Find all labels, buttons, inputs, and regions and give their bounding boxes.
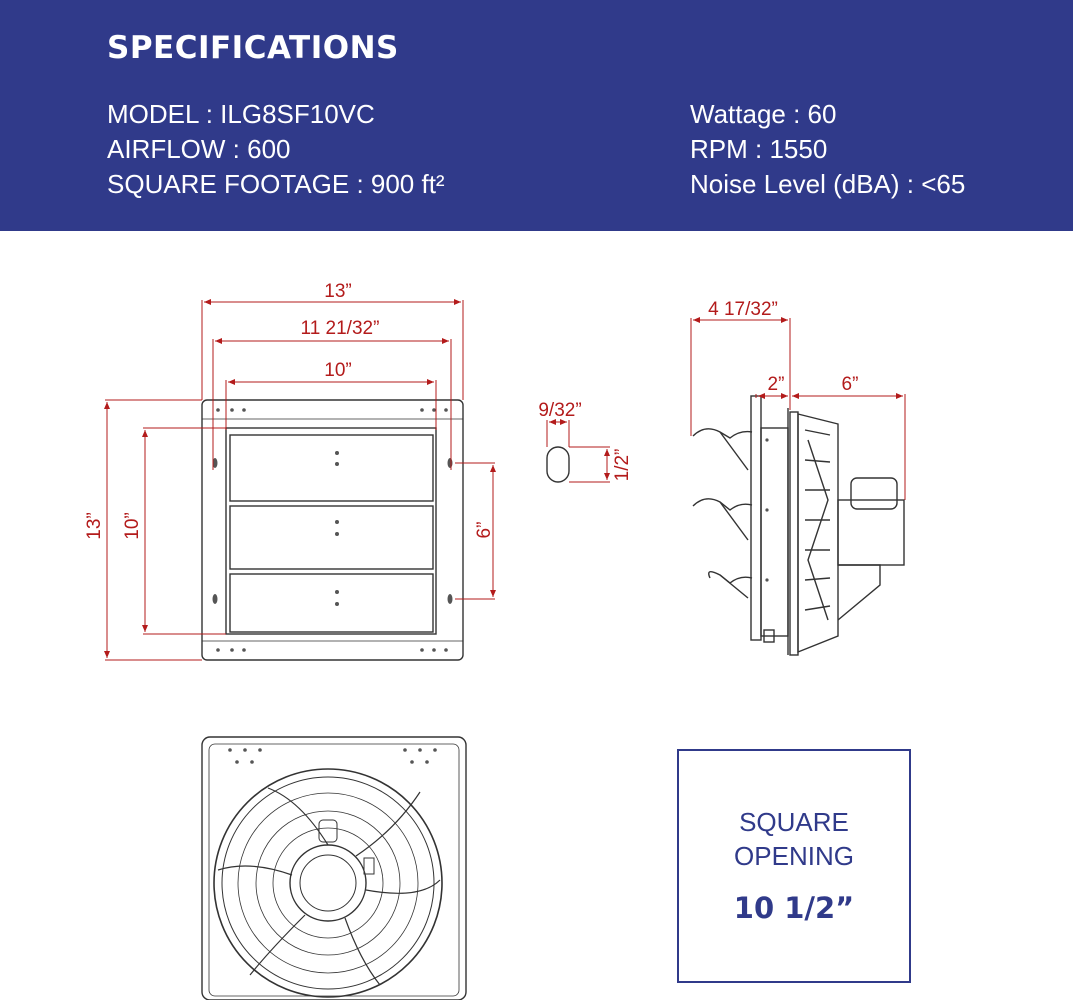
spec-left-column (107, 97, 445, 202)
technical-drawings (0, 231, 1073, 1000)
spec-right-column (690, 97, 965, 202)
dim-width-mid: 11 21/32” (300, 318, 380, 339)
spec-noise: Noise Level (dBA) : <65 (690, 169, 966, 199)
dim-height-inner: 10” (122, 512, 143, 540)
square-opening-box (677, 749, 911, 983)
spec-airflow: AIRFLOW : 600 (107, 134, 291, 164)
dim-mount-spacing: 6” (474, 521, 495, 539)
spec-wattage: Wattage : 60 (690, 99, 837, 129)
dim-slot-width: 9/32” (538, 400, 582, 421)
slot-shape (547, 447, 569, 482)
dim-total-depth: 4 17/32” (708, 299, 778, 320)
rear-view-drawing (202, 737, 466, 1000)
front-holes (213, 408, 453, 652)
square-opening-value: 10 1/2” (733, 891, 855, 925)
dim-height-outer: 13” (84, 512, 105, 540)
dim-motor-depth: 6” (841, 374, 859, 395)
front-frame (202, 400, 463, 660)
spec-square-footage: SQUARE FOOTAGE : 900 ft² (107, 169, 445, 199)
spec-rpm: RPM : 1550 (690, 134, 828, 164)
spec-header (0, 0, 1073, 231)
dim-flange-depth: 2” (767, 374, 785, 395)
square-opening-label: SQUARE OPENING (734, 807, 854, 871)
dim-width-inner: 10” (324, 360, 352, 381)
side-body (693, 396, 904, 655)
side-view-drawing (691, 299, 905, 655)
spec-title: SPECIFICATIONS (107, 30, 399, 66)
front-view-drawing (84, 281, 495, 660)
spec-model: MODEL : ILG8SF10VC (107, 99, 375, 129)
rear-frame (202, 737, 466, 1000)
dim-slot-height: 1/2” (612, 448, 633, 482)
slot-detail-drawing (538, 400, 633, 482)
dim-width-outer: 13” (324, 281, 352, 302)
